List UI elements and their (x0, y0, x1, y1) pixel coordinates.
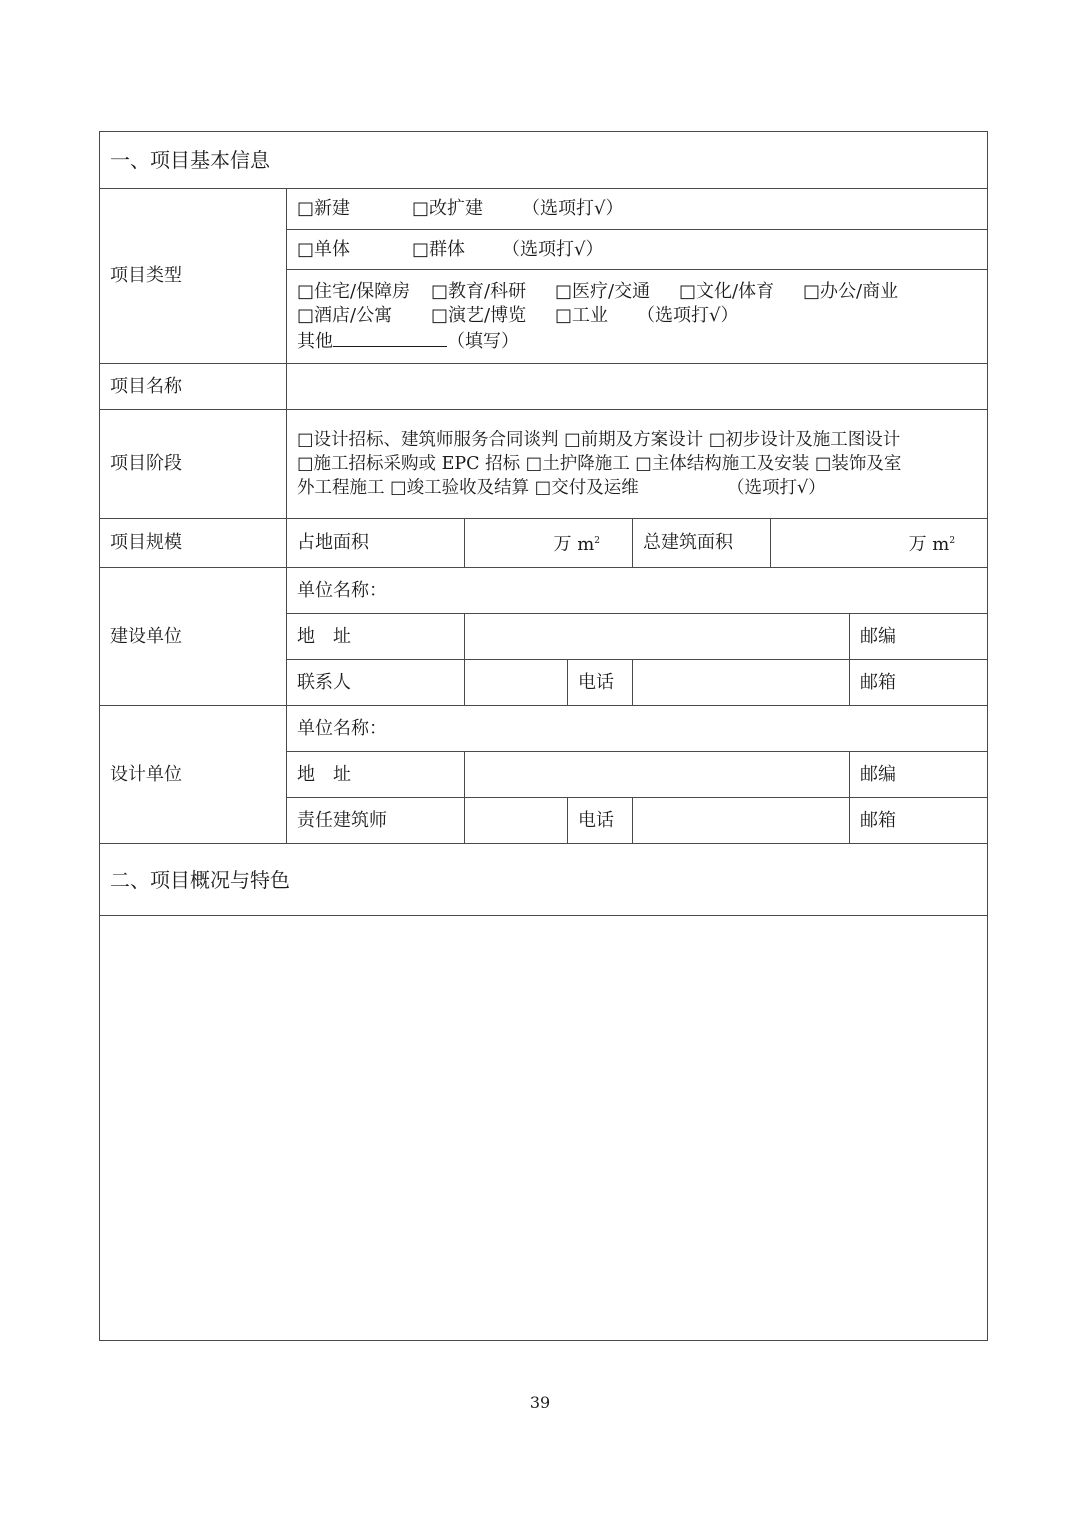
stage-line-3: 外工程施工 □竣工验收及结算 □交付及运维 (297, 478, 639, 498)
designer-architect-label: 责任建筑师 (287, 798, 465, 844)
project-type-label: 项目类型 (100, 189, 287, 364)
designer-phone-field[interactable] (633, 798, 850, 844)
project-name-label: 项目名称 (100, 364, 287, 410)
other-note: （填写） (447, 330, 519, 352)
designer-architect-field[interactable] (465, 798, 568, 844)
designer-label: 设计单位 (100, 706, 287, 844)
option-culture[interactable]: □文化/体育 (679, 280, 775, 302)
project-stage-label: 项目阶段 (100, 410, 287, 519)
project-stage-options[interactable] (287, 410, 988, 519)
option-medical[interactable]: □医疗/交通 (555, 280, 651, 302)
other-input-line[interactable] (333, 328, 447, 347)
option-residential[interactable]: □住宅/保障房 (297, 280, 411, 302)
option-hotel[interactable]: □酒店/公寓 (297, 304, 393, 326)
section-basic-info-title: 一、项目基本信息 (100, 132, 988, 189)
designer-address-field[interactable] (465, 752, 850, 798)
builder-label: 建设单位 (100, 568, 287, 706)
builder-email-label: 邮箱 (850, 660, 988, 706)
total-area-label: 总建筑面积 (633, 519, 771, 568)
stage-note: （选项打√） (727, 478, 826, 498)
builder-postcode-label: 邮编 (850, 614, 988, 660)
stage-line-1: □设计招标、建筑师服务合同谈判 □前期及方案设计 □初步设计及施工图设计 (297, 430, 901, 450)
option-education[interactable]: □教育/科研 (431, 280, 527, 302)
option-new-build[interactable]: □新建 (297, 198, 351, 219)
section-overview-title: 二、项目概况与特色 (100, 844, 988, 916)
designer-name-label: 单位名称： (297, 717, 387, 739)
builder-address-label: 地 址 (287, 614, 465, 660)
builder-name-field[interactable] (287, 568, 988, 614)
function-type-options (287, 270, 988, 364)
builder-phone-field[interactable] (633, 660, 850, 706)
option-office[interactable]: □办公/商业 (803, 280, 899, 302)
project-name-field[interactable] (287, 364, 988, 410)
designer-email-label: 邮箱 (850, 798, 988, 844)
total-area-unit-sup: 2 (949, 536, 956, 546)
project-scale-label: 项目规模 (100, 519, 287, 568)
builder-address-field[interactable] (465, 614, 850, 660)
designer-postcode-label: 邮编 (850, 752, 988, 798)
designer-name-field[interactable] (287, 706, 988, 752)
designer-phone-label: 电话 (568, 798, 633, 844)
scale-type-note: （选项打√） (502, 238, 604, 260)
function-type-note: （选项打√） (637, 304, 739, 326)
total-area-unit: 万 m (908, 534, 950, 555)
overview-text-area[interactable] (100, 916, 988, 1341)
option-industrial[interactable]: □工业 (555, 304, 609, 326)
build-type-options (287, 189, 988, 230)
land-area-label: 占地面积 (287, 519, 465, 568)
builder-contact-label: 联系人 (287, 660, 465, 706)
stage-line-2: □施工招标采购或 EPC 招标 □土护降施工 □主体结构施工及安装 □装饰及室 (297, 454, 902, 474)
option-single[interactable]: □单体 (297, 238, 351, 260)
land-area-unit: 万 m (553, 534, 595, 555)
option-group[interactable]: □群体 (412, 238, 466, 260)
designer-address-label: 地 址 (287, 752, 465, 798)
option-renovation[interactable]: □改扩建 (412, 198, 484, 219)
land-area-field[interactable] (465, 519, 633, 568)
option-performance[interactable]: □演艺/博览 (431, 304, 527, 326)
land-area-unit-sup: 2 (594, 536, 600, 546)
total-area-field[interactable] (771, 519, 988, 568)
project-info-form (99, 131, 988, 1341)
builder-name-label: 单位名称： (297, 579, 387, 601)
scale-type-options (287, 230, 988, 270)
page-number: 39 (529, 1393, 551, 1412)
builder-contact-field[interactable] (465, 660, 568, 706)
other-label: 其他 (297, 330, 333, 352)
builder-phone-label: 电话 (568, 660, 633, 706)
build-type-note: （选项打√） (522, 198, 624, 219)
